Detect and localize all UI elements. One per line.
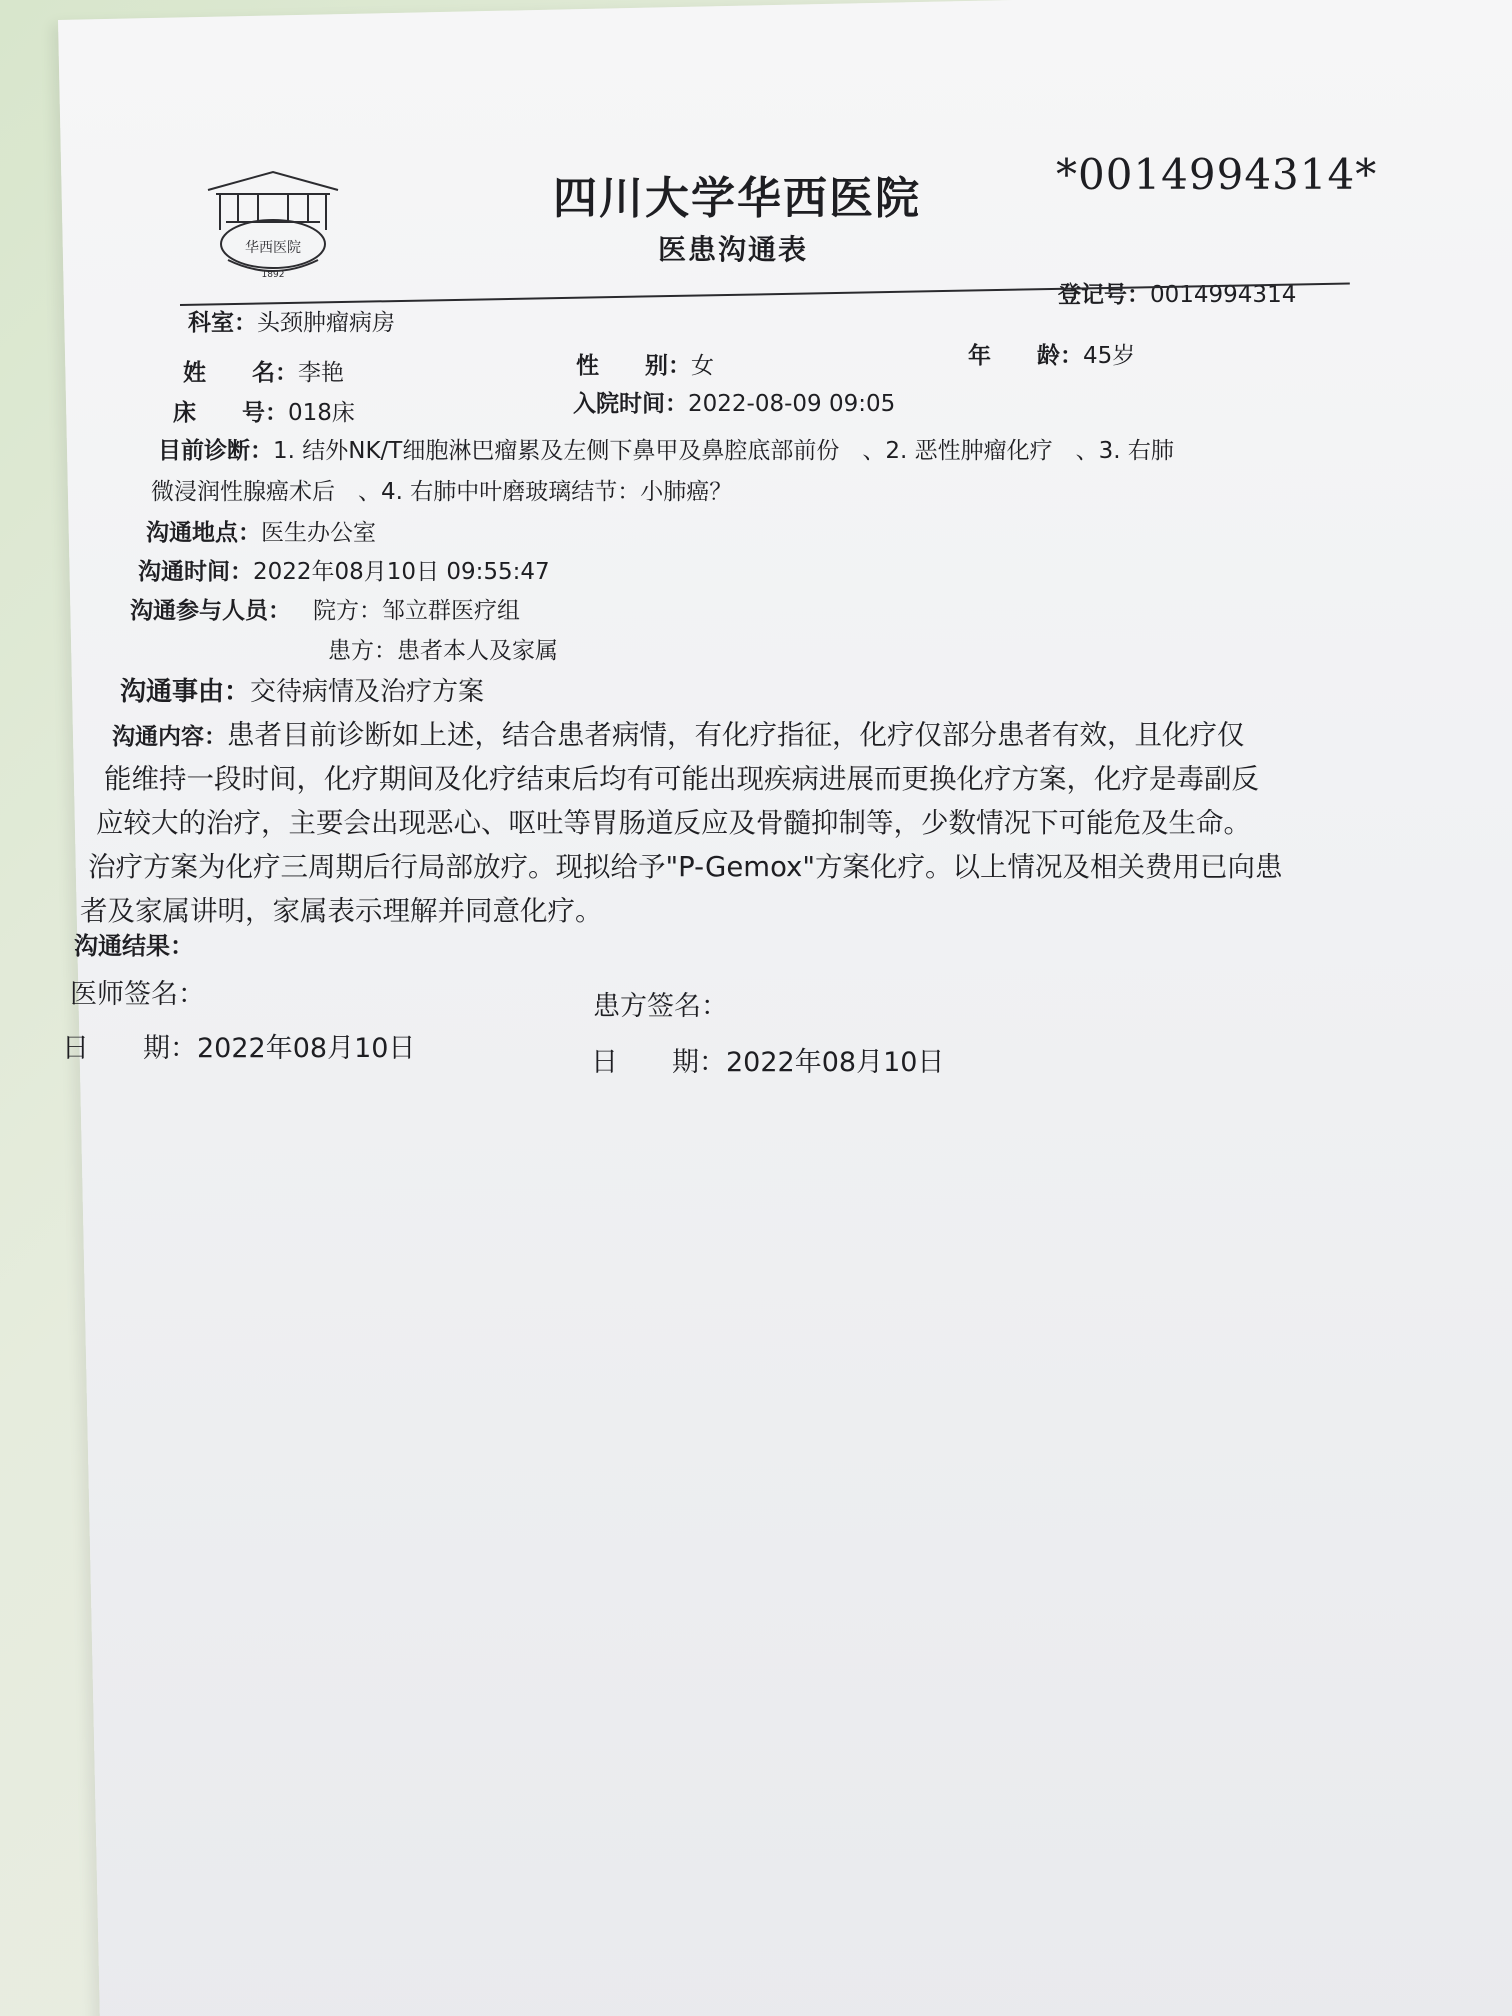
- content-line-1: [112, 712, 1245, 752]
- patient-side: 患方：患者本人及家属: [328, 638, 558, 664]
- doctor-date-label: 日 期：: [62, 1033, 197, 1064]
- communication-time: [138, 553, 550, 586]
- admission-value: 2022-08-09 09:05: [688, 391, 896, 417]
- diagnosis-line-2: [151, 473, 732, 506]
- place-value: 医生办公室: [261, 520, 376, 546]
- reason-value: 交待病情及治疗方案: [250, 677, 485, 707]
- patient-name: [183, 354, 344, 387]
- sex-label: 性 别：: [576, 353, 691, 379]
- patient-signature-label: 患方签名：: [593, 991, 728, 1022]
- content-label: 沟通内容：: [112, 724, 227, 750]
- patient-date-value: 2022年08月10日: [726, 1047, 945, 1078]
- patient-sex: [576, 347, 714, 380]
- content-line-5: 者及家属讲明，家属表示理解并同意化疗。: [80, 895, 603, 927]
- hospital-side: 院方：邹立群医疗组: [313, 598, 520, 624]
- content-text-1: 患者目前诊断如上述，结合患者病情，有化疗指征，化疗仅部分患者有效，且化疗仅: [227, 719, 1245, 751]
- diagnosis-text-2: 微浸润性腺癌术后 、4. 右肺中叶磨玻璃结节：小肺癌？: [151, 479, 733, 505]
- participants: [130, 592, 520, 625]
- registration-label: 登记号：: [1058, 282, 1150, 308]
- patient-age: [968, 337, 1135, 370]
- admission-label: 入院时间：: [573, 391, 688, 417]
- place-label: 沟通地点：: [146, 520, 261, 546]
- admission-time: [573, 385, 895, 418]
- content-line-3: 应较大的治疗，主要会出现恶心、呕吐等胃肠道反应及骨髓抑制等，少数情况下可能危及生命。: [96, 807, 1251, 839]
- hospital-logo: [198, 160, 348, 282]
- registration-value: 0014994314: [1150, 282, 1297, 308]
- patient-date-label: 日 期：: [591, 1047, 726, 1078]
- bed-label: 床 号：: [173, 400, 288, 426]
- bed-value: 018床: [288, 400, 355, 426]
- communication-form: [58, 20, 1498, 1920]
- paper-sheet: [58, 0, 1512, 2016]
- name-label: 姓 名：: [183, 360, 298, 386]
- diagnosis-line-1: [158, 432, 1174, 465]
- department-value: 头颈肿瘤病房: [257, 310, 395, 336]
- registration-number: [1058, 276, 1296, 309]
- diagnosis-label: 目前诊断：: [158, 438, 273, 464]
- logo-name: 华西医院: [245, 240, 301, 256]
- barcode-number: *0014994314*: [1056, 150, 1378, 199]
- communication-place: [146, 514, 376, 547]
- age-label: 年 龄：: [968, 343, 1083, 369]
- doctor-date-value: 2022年08月10日: [197, 1033, 416, 1064]
- department: [188, 304, 395, 337]
- age-value: 45岁: [1083, 343, 1136, 369]
- communication-reason: [120, 671, 484, 708]
- content-line-2: 能维持一段时间，化疗期间及化疗结束后均有可能出现疾病进展而更换化疗方案，化疗是毒副反: [104, 763, 1259, 795]
- patient-date: [591, 1040, 944, 1079]
- form-title: 医患沟通表: [658, 233, 809, 266]
- hospital-name: 四川大学华西医院: [553, 173, 921, 224]
- time-label: 沟通时间：: [138, 559, 253, 585]
- diagnosis-text-1: 1. 结外NK/T细胞淋巴瘤累及左侧下鼻甲及鼻腔底部前份 、2. 恶性肿瘤化疗 、3. 右肺: [273, 438, 1174, 464]
- sex-value: 女: [691, 353, 714, 379]
- content-line-4: 治疗方案为化疗三周期后行局部放疗。现拟给予"P-Gemox"方案化疗。以上情况及相关费用已向患: [88, 851, 1283, 883]
- department-label: 科室：: [188, 310, 257, 336]
- reason-label: 沟通事由：: [120, 677, 251, 707]
- logo-year: 1892: [261, 270, 285, 280]
- doctor-signature-label: 医师签名：: [70, 979, 205, 1010]
- doctor-date: [62, 1026, 415, 1065]
- name-value: 李艳: [298, 360, 344, 386]
- time-value: 2022年08月10日 09:55:47: [253, 559, 550, 585]
- participants-label: 沟通参与人员：: [130, 598, 291, 624]
- communication-result-label: 沟通结果：: [74, 932, 194, 960]
- bed-number: [173, 394, 355, 427]
